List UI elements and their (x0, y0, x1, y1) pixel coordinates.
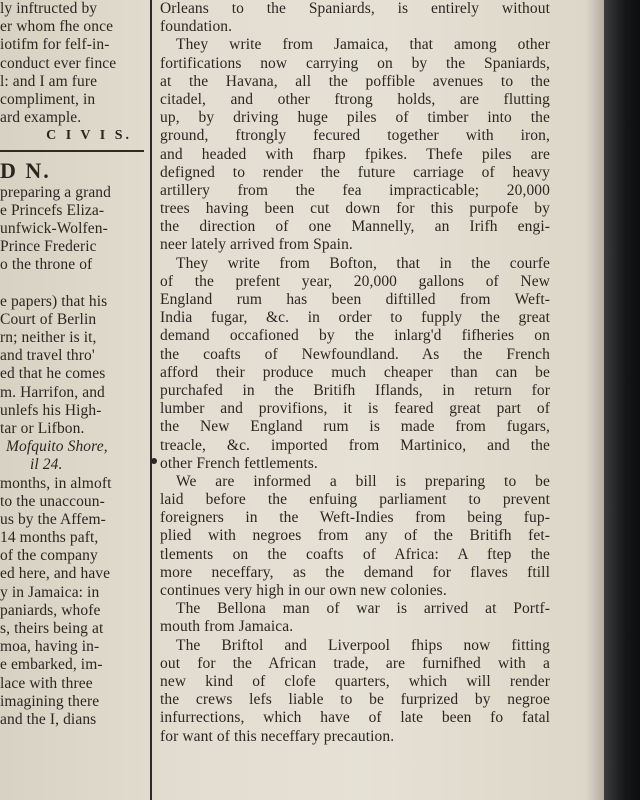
text-line: ed that he comes (0, 365, 106, 383)
text-line: l: and I am fure (0, 72, 98, 90)
dateline-date: il 24. (30, 456, 63, 474)
text-line: paniards, whofe (0, 601, 101, 619)
article-line: foreigners in the Weft-Indies from being fup- (160, 509, 550, 527)
article-line: and headed with fharp fpikes. Thefe piles are (160, 145, 550, 163)
article-line: of the prefent year, 20,000 gallons of New (160, 272, 550, 290)
text-line: ly inftructed by (0, 0, 98, 17)
background-edge (604, 0, 640, 800)
text-line: and the I, dians (0, 710, 97, 728)
text-line: rn; neither is it, (0, 329, 97, 346)
text-line: lace with three (0, 674, 93, 692)
article-line: citadel, and other ftrong holds, are flutting (160, 90, 550, 108)
text-line: of the company (0, 547, 98, 565)
signature: C I V I S. (46, 128, 132, 144)
article-line: for want of this neceffary precaution. (160, 727, 395, 745)
article-line: foundation. (160, 18, 233, 36)
article-line: laid before the enfuing parliament to prevent (160, 491, 550, 509)
article-line: at the Havana, all the poffible avenues to the (160, 72, 550, 90)
article-line: plied with negroes from any of the Britifh fet- (160, 527, 550, 545)
article-line: lumber and provifions, it is feared great part of (160, 400, 550, 418)
article-line: defigned to render the future carriage of heavy (160, 163, 550, 181)
article-line: treacle, &c. imported from Martinico, and the (160, 436, 550, 454)
text-line: to the unaccoun- (0, 492, 105, 510)
text-line: er whom fhe once (0, 18, 114, 36)
article-line: purchafed in the Britifh Iflands, in return for (160, 381, 550, 399)
margin-bullet (151, 458, 157, 464)
left-bottom-text (0, 475, 144, 730)
text-line: months, in almoft (0, 474, 112, 492)
article-paragraph (160, 473, 550, 600)
article-line: the direction of one Mannelly, an Irifh engi- (160, 218, 550, 236)
text-line: compliment, in (0, 90, 96, 108)
article-line: the coafts of Newfoundland. As the French (160, 345, 550, 363)
text-line: e embarked, im- (0, 656, 103, 674)
article-line: demand occafioned by the inlarg'd fifheries on (160, 327, 550, 345)
article-paragraph (160, 0, 550, 36)
text-line: conduct ever fince (0, 54, 117, 72)
article-line: up, by driving huge piles of timber into the (160, 109, 550, 127)
text-line: unlefs his High- (0, 401, 102, 419)
article-paragraph (160, 600, 550, 636)
article-line: continues very high in our own new colonies. (160, 582, 447, 599)
article-line: We are informed a bill is preparing to be (176, 472, 550, 490)
text-line: Prince Frederic (0, 238, 97, 256)
article-line: other French fettlements. (160, 454, 318, 472)
left-top-text (0, 0, 144, 127)
article-line: tlements on the coafts of Africa: A ftep the (160, 545, 550, 563)
article-line: the crews lefs liable to be furprized by negroe (160, 691, 550, 709)
text-line: preparing a grand (0, 183, 112, 201)
article-line: trees having been cut down for this purpofe by (160, 200, 550, 218)
article-line: The Briftol and Liverpool fhips now fitting (176, 636, 550, 654)
text-line: Court of Berlin (0, 310, 97, 328)
text-line: e Princefs Eliza- (0, 201, 105, 219)
article-line: out for the African trade, are furnifhed with a (160, 654, 550, 672)
article-line: neer lately arrived from Spain. (160, 236, 353, 254)
article-line: more neceffary, as the demand for flaves ftill (160, 563, 550, 581)
text-line: unfwick-Wolfen- (0, 219, 108, 237)
left-middle-text (0, 184, 144, 439)
text-line: and travel thro' (0, 347, 95, 365)
text-line: m. Harrifon, and (0, 383, 105, 401)
article-line: ground, ftrongly fecured together with iron, (160, 127, 550, 145)
text-line: tar or Lifbon. (0, 419, 85, 437)
text-line: y in Jamaica: in (0, 583, 100, 601)
dateline: Mofquito Shore, (6, 438, 108, 456)
article-paragraph (160, 255, 550, 473)
article-line: Orleans to the Spaniards, is entirely without (160, 0, 550, 17)
article-line: England rum has been diftilled from Weft- (160, 291, 550, 308)
text-line: e papers) that his (0, 292, 108, 310)
text-line: o the throne of (0, 256, 93, 274)
article-paragraph (160, 637, 550, 746)
text-line: iotifm for felf-in- (0, 36, 110, 54)
left-column (0, 0, 144, 729)
text-line: 14 months paft, (0, 529, 99, 547)
text-line: s, theirs being at (0, 620, 104, 637)
article-line: The Bellona man of war is arrived at Portf- (176, 600, 550, 618)
article-line: mouth from Jamaica. (160, 618, 294, 636)
text-line (0, 274, 144, 292)
article-line: India fugar, &c. in order to fupply the great (160, 309, 550, 327)
article-line: the New England rum is made from fugars, (160, 418, 550, 436)
article-line: They write from Jamaica, that among other (176, 36, 550, 54)
article-line: artillery from the fea impracticable; 20,000 (160, 181, 550, 199)
text-line: us by the Affem- (0, 510, 106, 528)
column-rule (150, 0, 152, 800)
text-line: moa, having in- (0, 638, 100, 656)
text-line: imagining there (0, 692, 100, 710)
section-divider (0, 150, 144, 152)
article-paragraph (160, 36, 550, 254)
article-line: They write from Bofton, that in the courfe (176, 254, 550, 272)
section-heading: D N. (0, 157, 51, 183)
article-line: new kind of clofe quarters, which will render (160, 672, 550, 690)
article-line: afford their produce much cheaper than can be (160, 363, 550, 381)
right-articles (160, 0, 550, 746)
text-line: ed here, and have (0, 565, 111, 583)
article-line: infurrections, which have of late been fo fatal (160, 709, 550, 727)
text-line: ard example. (0, 109, 82, 127)
article-line: fortifications now carrying on by the Spaniards, (160, 54, 550, 72)
right-column (160, 0, 550, 746)
